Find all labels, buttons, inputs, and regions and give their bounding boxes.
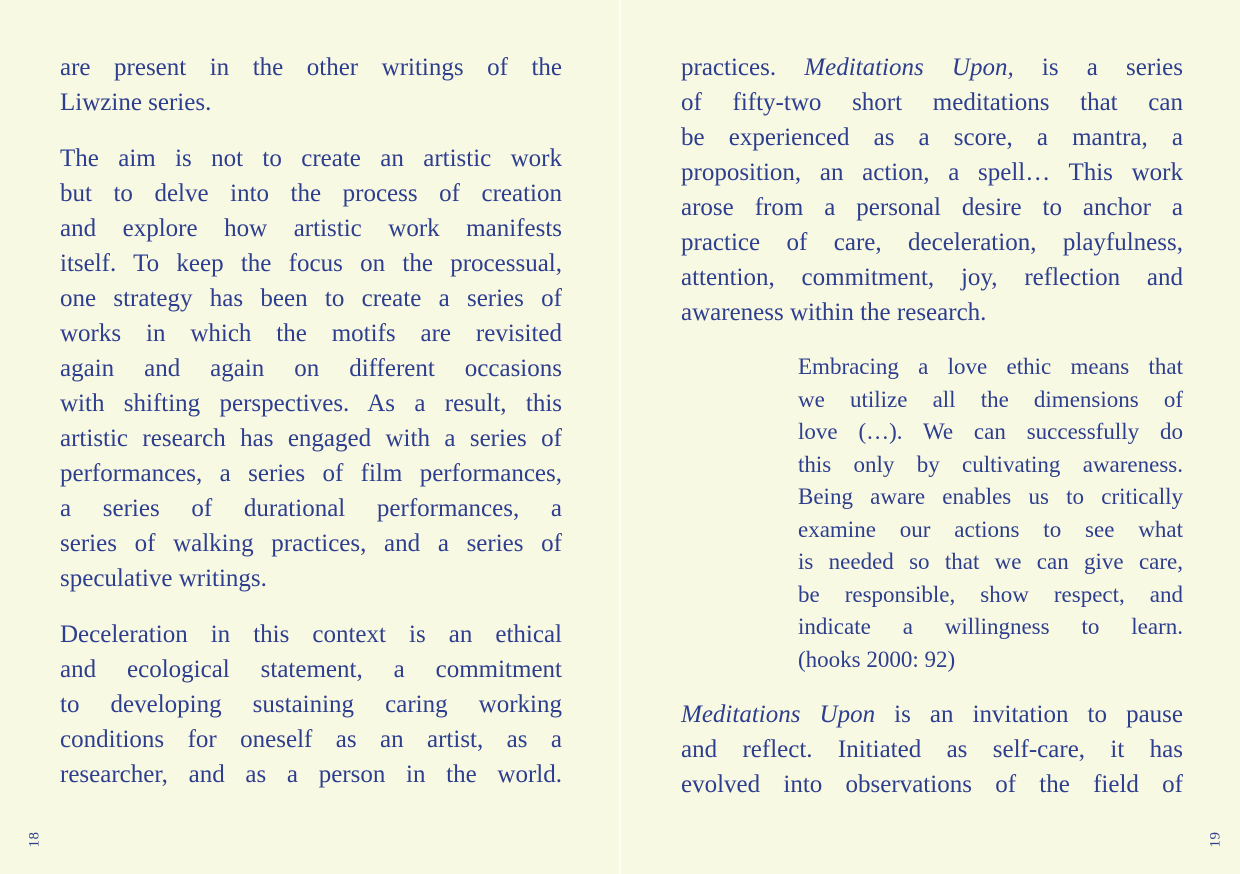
text-line: we utilize all the dimensions of [798, 386, 1183, 412]
text-line: researcher, and as a person in the world. [60, 761, 562, 788]
paragraph [60, 141, 562, 596]
text-line: a series of durational performances, a [60, 495, 562, 522]
text-line: are present in the other writings of the [60, 54, 562, 81]
text-line: practice of care, deceleration, playfulness, [681, 229, 1183, 256]
text-line: proposition, an action, a spell… This work [681, 159, 1183, 186]
text-line: artistic research has engaged with a series of [60, 425, 562, 452]
text-line: awareness within the research. [681, 299, 987, 326]
page-number-right: 19 [1207, 831, 1224, 848]
text-line: again and again on different occasions [60, 355, 562, 382]
text-line: and ecological statement, a commitment [60, 656, 562, 683]
right-page [621, 0, 1240, 874]
text-line: one strategy has been to create a series of [60, 285, 562, 312]
text-line: works in which the motifs are revisited [60, 320, 562, 347]
left-page-text [60, 50, 562, 813]
text-line: Embracing a love ethic means that [798, 354, 1183, 379]
text-line: Being aware enables us to critically [798, 484, 1183, 509]
paragraph [681, 697, 1183, 802]
text-line: and reflect. Initiated as self-care, it has [681, 736, 1183, 763]
paragraph [681, 50, 1183, 330]
text-line: speculative writings. [60, 565, 267, 592]
paragraph [60, 617, 562, 792]
text-line: Meditations Upon is an invitation to pause [681, 701, 1183, 728]
text-line: arose from a personal desire to anchor a [681, 194, 1183, 221]
text-line: be responsible, show respect, and [798, 581, 1183, 607]
text-line: evolved into observations of the field of [681, 771, 1183, 798]
text-line: this only by cultivating awareness. [798, 451, 1183, 477]
text-line: The aim is not to create an artistic work [60, 145, 562, 172]
text-line: but to delve into the process of creation [60, 180, 562, 207]
text-line: Liwzine series. [60, 89, 212, 116]
text-line: attention, commitment, joy, reflection and [681, 264, 1183, 291]
text-line: indicate a willingness to learn. [798, 614, 1183, 639]
text-line: and explore how artistic work manifests [60, 215, 562, 242]
text-line: itself. To keep the focus on the processual, [60, 250, 562, 277]
text-line: practices. Meditations Upon, is a series [681, 54, 1183, 81]
text-line: with shifting perspectives. As a result, this [60, 390, 562, 417]
blockquote [798, 351, 1183, 676]
text-line: conditions for oneself as an artist, as a [60, 726, 562, 753]
text-line: is needed so that we can give care, [798, 549, 1183, 574]
right-page-text [681, 50, 1183, 823]
left-page [0, 0, 619, 874]
text-line: performances, a series of film performances, [60, 460, 562, 487]
text-line: (hooks 2000: 92) [798, 646, 956, 672]
text-line: examine our actions to see what [798, 516, 1183, 542]
text-line: love (…). We can successfully do [798, 419, 1183, 444]
text-line: of fifty-two short meditations that can [681, 89, 1183, 116]
paragraph [60, 50, 562, 120]
text-line: Deceleration in this context is an ethical [60, 621, 562, 648]
text-line: to developing sustaining caring working [60, 691, 562, 718]
text-line: series of walking practices, and a series of [60, 530, 562, 557]
page-number-left: 18 [26, 831, 43, 848]
text-line: be experienced as a score, a mantra, a [681, 124, 1183, 151]
